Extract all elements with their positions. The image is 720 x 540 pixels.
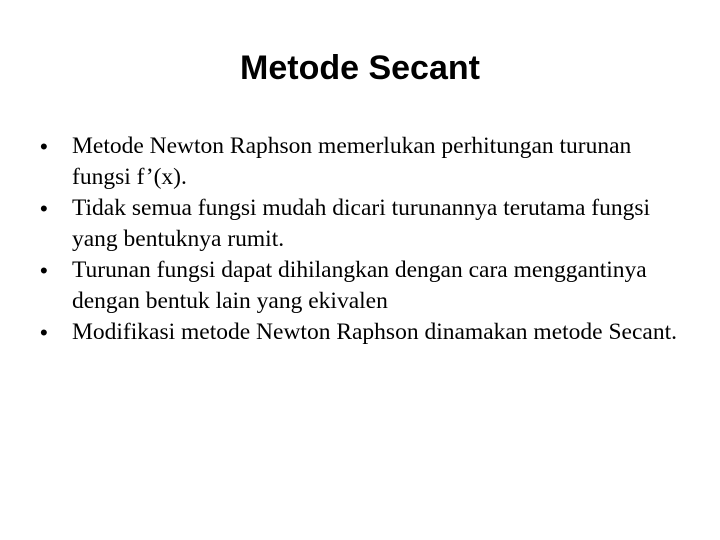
- bullet-text: Tidak semua fungsi mudah dicari turunannya terutama fungsi yang bentuknya rumit.: [72, 195, 651, 252]
- bullet-item-4: [40, 317, 690, 348]
- bullet-text: Turunan fungsi dapat dihilangkan dengan cara menggantinya dengan bentuk lain yang ekivalen: [72, 257, 647, 314]
- bullet-item-2: [40, 193, 690, 255]
- bullet-marker: •: [40, 196, 48, 221]
- bullet-item-3: [40, 255, 690, 317]
- bullet-marker: •: [40, 258, 48, 283]
- bullet-marker: •: [40, 134, 48, 159]
- bullet-text: Metode Newton Raphson memerlukan perhitungan turunan fungsi f’(x).: [72, 133, 632, 190]
- bullet-item-1: [40, 131, 690, 193]
- bullet-marker: •: [40, 320, 48, 345]
- bullet-list: [40, 131, 690, 348]
- slide-title: Metode Secant: [240, 49, 480, 87]
- bullet-text: Modifikasi metode Newton Raphson dinamakan metode Secant.: [72, 319, 677, 345]
